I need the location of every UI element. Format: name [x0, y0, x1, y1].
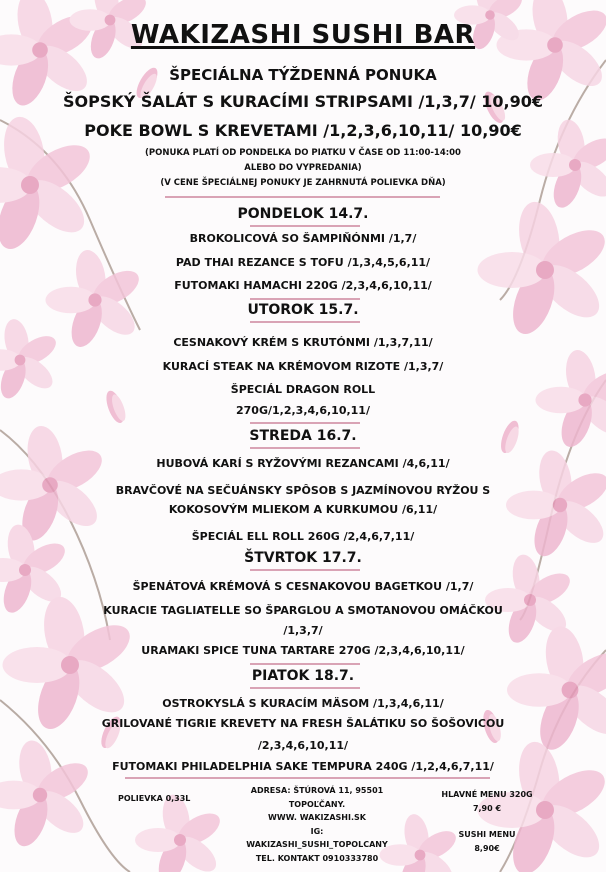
offer-note-2: ALEBO DO VYPREDANIA) [244, 163, 362, 173]
divider [250, 569, 360, 571]
divider [250, 663, 360, 665]
phone-contact[interactable]: TEL. KONTAKT 0910333780 [255, 853, 379, 863]
menu-line: BRAVČOVÉ NA SEČUÁNSKY SPÔSOB S JAZMÍNOVOU RYŽOU S [115, 484, 491, 497]
contact-block [232, 784, 402, 865]
sushi-menu-value: 8,90€ [474, 843, 500, 853]
main-menu-price [432, 788, 542, 815]
divider [250, 321, 360, 323]
weekly-special-1: ŠOPSKÝ ŠALÁT S KURACÍMI STRIPSAMI /1,3,7/ 10,90€ [62, 92, 544, 111]
day-heading-monday: PONDELOK 14.7. [237, 206, 369, 222]
menu-line: /2,3,4,6,10,11/ [257, 739, 349, 752]
divider [250, 422, 360, 424]
weekly-special-2: POKE BOWL S KREVETAMI /1,2,3,6,10,11/ 10,90€ [84, 121, 522, 140]
menu-line: URAMAKI SPICE TUNA TARTARE 270G /2,3,4,6,10,11/ [141, 644, 465, 657]
sushi-menu-price [432, 828, 542, 855]
menu-line: /1,3,7/ [283, 624, 323, 637]
instagram-handle[interactable]: WAKIZASHI_SUSHI_TOPOLCANY [246, 840, 388, 849]
day-heading-friday: PIATOK 18.7. [251, 668, 355, 684]
weekly-heading: ŠPECIÁLNA TÝŽDENNÁ PONUKA [169, 66, 437, 84]
offer-note-1: (PONUKA PLATÍ OD PONDELKA DO PIATKU V ČASE OD 11:00-14:00 [145, 148, 461, 158]
sushi-menu-label: SUSHI MENU [458, 830, 516, 839]
day-heading-thursday: ŠTVRTOK 17.7. [244, 550, 362, 566]
menu-line: HUBOVÁ KARÍ S RYŽOVÝMI REZANCAMI /4,6,11/ [156, 457, 450, 470]
menu-line: KURACIE TAGLIATELLE SO ŠPARGLOU A SMOTANOVOU OMÁČKOU [103, 604, 503, 617]
menu-line: ŠPECIÁL ELL ROLL 260G /2,4,6,7,11/ [191, 530, 415, 543]
menu-line: FUTOMAKI PHILADELPHIA SAKE TEMPURA 240G /1,2,4,6,7,11/ [112, 760, 494, 773]
divider [250, 447, 360, 449]
menu-line: FUTOMAKI HAMACHI 220G /2,3,4,6,10,11/ [174, 279, 432, 292]
town-line: TOPOĽČANY. [288, 799, 346, 809]
menu-line: KOKOSOVÝM MLIEKOM A KURKUMOU /6,11/ [168, 503, 438, 516]
menu-line: OSTROKYSLÁ S KURACÍM MÄSOM /1,3,4,6,11/ [162, 697, 444, 710]
menu-line: GRILOVANÉ TIGRIE KREVETY NA FRESH ŠALÁTIKU SO ŠOŠOVICOU [101, 717, 505, 730]
menu-line: PAD THAI REZANCE S TOFU /1,3,4,5,6,11/ [175, 256, 431, 269]
menu-line: ŠPECIÁL DRAGON ROLL [230, 383, 376, 396]
address-line: ADRESA: ŠTÚROVÁ 11, 95501 [250, 786, 384, 795]
divider [250, 687, 360, 689]
menu-line: 270G/1,2,3,4,6,10,11/ [236, 404, 370, 417]
soup-size: POLIEVKA 0,33L [118, 794, 191, 803]
website-link[interactable]: WWW. WAKIZASHI.SK [268, 813, 366, 822]
menu-line: BROKOLICOVÁ SO ŠAMPIŇÓNMI /1,7/ [189, 232, 417, 245]
divider [250, 225, 360, 227]
divider [125, 777, 490, 779]
menu-line: ŠPENÁTOVÁ KRÉMOVÁ S CESNAKOVOU BAGETKOU /1,7/ [132, 580, 474, 593]
offer-note-3: (V CENE ŠPECIÁLNEJ PONUKY JE ZAHRNUTÁ POLIEVKA DŇA) [160, 178, 446, 188]
day-heading-tuesday: UTOROK 15.7. [247, 302, 359, 318]
menu-line: KURACÍ STEAK NA KRÉMOVOM RIZOTE /1,3,7/ [162, 360, 444, 373]
instagram-label: IG: [310, 826, 324, 836]
divider [250, 298, 360, 300]
divider [165, 196, 440, 198]
main-menu-value: 7,90 € [472, 803, 502, 813]
day-heading-wednesday: STREDA 16.7. [249, 428, 357, 444]
page-title: WAKIZASHI SUSHI BAR [130, 20, 476, 50]
main-menu-label: HLAVNÉ MENU 320G [441, 790, 533, 799]
menu-line: CESNAKOVÝ KRÉM S KRUTÓNMI /1,3,7,11/ [173, 336, 433, 349]
